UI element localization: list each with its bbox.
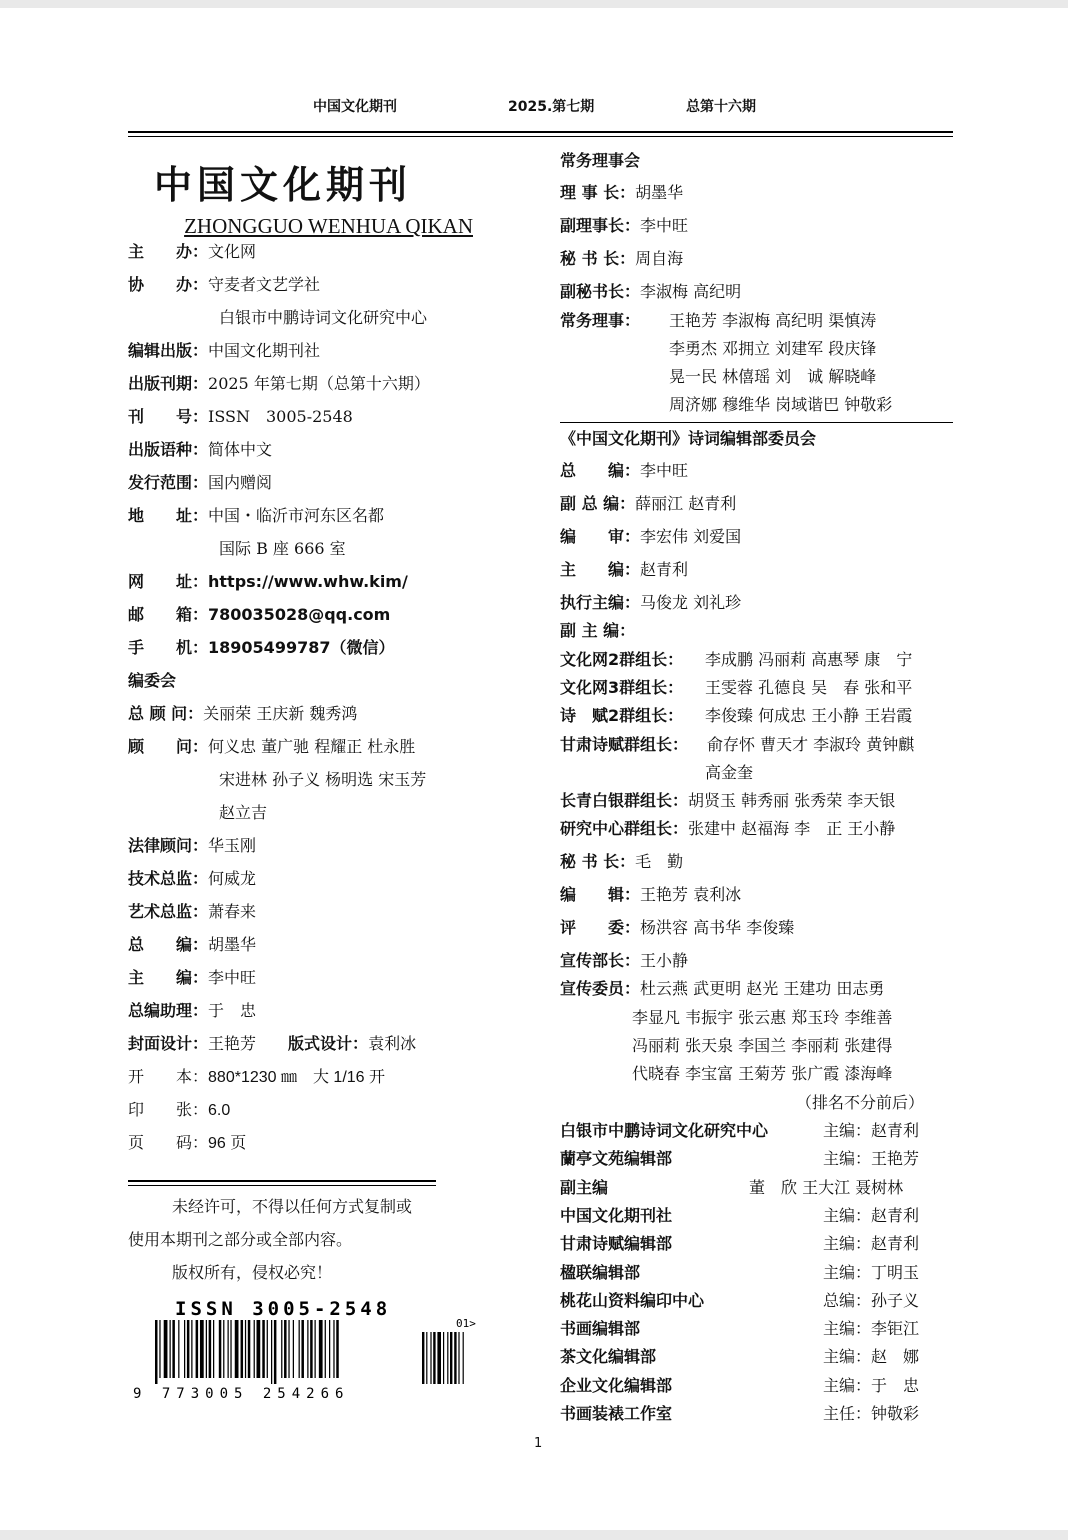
issn-barcode [133, 1298, 493, 1408]
group-leader-2: 文化网3群组长： [560, 678, 684, 697]
board-art: 艺术总监：萧春来 [128, 902, 257, 921]
board-advisor-2: 宋进林 孙子义 杨明选 宋玉芳 [219, 770, 427, 789]
poetry-editors: 编 辑：王艳芳 袁利冰 [560, 885, 742, 904]
poetry-pr-head: 宣传部长：王小静 [560, 951, 689, 970]
barcode-addon-bar [454, 1332, 456, 1384]
barcode-bar [164, 1320, 168, 1378]
council-heading: 常务理事会 [560, 151, 641, 170]
barcode-bars [155, 1320, 464, 1384]
group-leader-1-names: 李成鹏 冯丽莉 高惠琴 康 宁 [705, 650, 913, 669]
poetry-secretary: 秘 书 长：毛 勤 [560, 852, 684, 871]
barcode-bar [254, 1320, 255, 1378]
barcode-bar [319, 1320, 323, 1378]
barcode-addon-bar [426, 1332, 427, 1384]
barcode-bar [155, 1320, 158, 1384]
group-leader-1: 文化网2群组长： [560, 650, 684, 669]
barcode-addon-bar [463, 1332, 464, 1384]
copyright-line-1: 未经许可，不得以任何方式复制或 [172, 1197, 413, 1216]
barcode-digits: 9 773005 254266 [133, 1386, 350, 1402]
department-name: 甘肃诗赋编辑部 [560, 1234, 673, 1254]
barcode-bar [248, 1320, 251, 1378]
department-name: 中国文化期刊社 [560, 1205, 673, 1225]
barcode-bar [200, 1320, 204, 1378]
barcode-bar [329, 1320, 330, 1378]
barcode-bar [159, 1320, 160, 1378]
barcode-bar [301, 1320, 304, 1378]
spec-format: 开 本：880*1230 ㎜ 大 1/16 开 [128, 1067, 386, 1086]
barcode-addon-bar [430, 1332, 431, 1384]
barcode-issn-text: ISSN 3005-2548 [175, 1298, 392, 1320]
poetry-chief: 总 编：李中旺 [560, 461, 689, 480]
barcode-bar [245, 1320, 246, 1378]
group-leader-3: 诗 赋2群组长： [560, 706, 684, 725]
info-lang: 出版语种：简体中文 [128, 440, 273, 459]
barcode-addon-bar [433, 1332, 435, 1384]
barcode-bar [284, 1320, 287, 1378]
council-chair: 理 事 长：胡墨华 [560, 183, 684, 202]
barcode-bar [196, 1320, 199, 1378]
poetry-vice-editor: 副 主 编： [560, 621, 636, 640]
department-role: 主编：赵青利 [823, 1121, 920, 1140]
barcode-bar [333, 1320, 334, 1378]
barcode-bar [219, 1320, 222, 1378]
barcode-bar [184, 1320, 185, 1378]
department-name: 蘭亭文苑编辑部 [560, 1149, 673, 1169]
info-pubdate: 出版刊期：2025 年第七期（总第十六期） [128, 374, 430, 393]
barcode-addon-bar [450, 1332, 452, 1384]
board-chief: 总 编：胡墨华 [128, 935, 257, 954]
barcode-bar [307, 1320, 308, 1378]
barcode-bar [235, 1320, 239, 1378]
council-vice-secretary: 副秘书长：李淑梅 高纪明 [560, 282, 742, 301]
barcode-bar [187, 1320, 190, 1378]
barcode-bar [274, 1320, 277, 1384]
council-members-4: 周济娜 穆维华 岗域谐巴 钟敬彩 [669, 395, 893, 414]
board-chief-advisor: 总 顾 问：关丽荣 王庆新 魏秀鸿 [128, 704, 358, 723]
council-members-3: 晃一民 林僖瑶 刘 诚 解晓峰 [669, 367, 877, 386]
info-issn: 刊 号：ISSN 3005-2548 [128, 407, 353, 426]
barcode-bar [172, 1320, 175, 1378]
board-editor: 主 编：李中旺 [128, 968, 257, 987]
info-co-2: 白银市中鹏诗词文化研究中心 [219, 308, 428, 327]
barcode-bar [299, 1320, 300, 1378]
board-heading: 编委会 [128, 671, 177, 690]
department-role: 主编：赵青利 [823, 1234, 920, 1254]
council-secretary: 秘 书 长：周自海 [560, 249, 684, 268]
barcode-bar [262, 1320, 265, 1378]
department-role: 主编：赵 娜 [823, 1347, 920, 1367]
info-mail[interactable]: 邮 箱：780035028@qq.com [128, 605, 391, 624]
barcode-addon-bar [422, 1332, 424, 1384]
barcode-bar [257, 1320, 261, 1378]
department-role: 董 欣 王大江 聂树林 [749, 1177, 904, 1197]
poetry-exec-editor: 执行主编：马俊龙 刘礼珍 [560, 593, 742, 612]
barcode-bar [213, 1320, 214, 1378]
header-total: 总第十六期 [686, 99, 756, 115]
barcode-bar [336, 1320, 339, 1378]
page-number: 1 [534, 1436, 543, 1451]
barcode-bar [293, 1320, 294, 1378]
poetry-review: 编 审：李宏伟 刘爱国 [560, 527, 742, 546]
info-address-2: 国际 B 座 666 室 [219, 539, 346, 558]
header-rule-top [128, 131, 953, 133]
barcode-addon-bar [447, 1332, 448, 1384]
department-name: 副主编 [560, 1177, 609, 1197]
department-name: 企业文化编辑部 [560, 1375, 673, 1395]
group-leader-4-names: 俞存怀 曹天才 李淑玲 黄钟麒 [707, 735, 915, 754]
group-leader-4: 甘肃诗赋群组长： [560, 735, 689, 754]
barcode-bar [271, 1320, 272, 1384]
barcode-bar [288, 1320, 289, 1378]
poetry-vice-chief: 副 总 编：薛丽江 赵青利 [560, 494, 737, 513]
department-name: 桃花山资料编印中心 [560, 1290, 705, 1310]
barcode-bar [223, 1320, 224, 1378]
copyright-rule-top [128, 1180, 436, 1182]
info-address: 地 址：中国・临沂市河东区名都 [128, 506, 385, 525]
info-scope: 发行范围：国内赠阅 [128, 473, 273, 492]
department-role: 主编：于 忠 [823, 1375, 920, 1395]
info-host: 主 办：文化网 [128, 242, 257, 261]
spec-sheets: 印 张：6.0 [128, 1100, 231, 1119]
department-role: 主编：赵青利 [823, 1205, 920, 1225]
barcode-bar [228, 1320, 229, 1378]
group-leader-3-names: 李俊臻 何成忠 王小静 王岩霞 [705, 706, 913, 725]
council-vice-chair: 副理事长：李中旺 [560, 216, 689, 235]
barcode-bar [178, 1320, 179, 1378]
info-phone: 手 机：18905499787（微信） [128, 638, 395, 657]
barcode-bar [281, 1320, 282, 1378]
board-tech: 技术总监：何威龙 [128, 869, 257, 888]
poetry-pr-members-2: 李显凡 韦振宇 张云惠 郑玉玲 李维善 [632, 1008, 893, 1027]
copyright-line-2: 使用本期刊之部分或全部内容。 [128, 1230, 353, 1249]
group-leader-4-names-2: 高金奎 [705, 763, 754, 782]
copyright-rule-bottom [128, 1185, 436, 1186]
group-leader-5: 长青白银群组长：胡贤玉 韩秀丽 张秀荣 李天银 [560, 791, 896, 810]
council-members: 常务理事： [560, 311, 641, 330]
group-leader-2-names: 王雯蓉 孔德良 吴 春 张和平 [705, 678, 913, 697]
barcode-addon-bar [458, 1332, 459, 1384]
barcode-bar [209, 1320, 212, 1378]
spec-pages: 页 码：96 页 [128, 1133, 247, 1152]
copyright-line-3: 版权所有，侵权必究！ [172, 1263, 333, 1282]
department-name: 白银市中鹏诗词文化研究中心 [560, 1121, 769, 1140]
poetry-pr-note: （排名不分前后） [796, 1093, 925, 1112]
department-role: 主编：李钜江 [823, 1319, 920, 1339]
poetry-board-heading: 《中国文化期刊》诗词编辑部委员会 [560, 429, 817, 448]
info-co: 协 办：守麦者文艺学社 [128, 275, 321, 294]
barcode-bar [191, 1320, 192, 1378]
department-role: 主编：王艳芳 [823, 1149, 920, 1169]
header-rule-bottom [128, 136, 953, 137]
department-name: 书画装裱工作室 [560, 1404, 673, 1423]
info-editpub: 编辑出版：中国文化期刊社 [128, 341, 321, 360]
barcode-bar [230, 1320, 231, 1378]
department-name: 茶文化编辑部 [560, 1347, 657, 1367]
department-name: 书画编辑部 [560, 1319, 641, 1339]
info-web[interactable]: 网 址：https://www.whw.kim/ [128, 572, 408, 591]
barcode-addon-bar [443, 1332, 444, 1384]
board-advisor-3: 赵立吉 [219, 803, 268, 822]
document-page [0, 8, 1068, 1530]
council-members-2: 李勇杰 邓拥立 刘建军 段庆锋 [669, 339, 877, 358]
group-leader-6: 研究中心群组长：张建中 赵福海 李 正 王小静 [560, 819, 896, 838]
poetry-pr-members-4: 代晓春 李宝富 王菊芳 张广霞 漆海峰 [632, 1064, 893, 1083]
masthead-pinyin: ZHONGGUO WENHUA QIKAN [184, 214, 473, 238]
poetry-pr-members-3: 冯丽莉 张天泉 李国兰 李丽莉 张建得 [632, 1036, 893, 1055]
department-role: 主任：钟敬彩 [823, 1404, 920, 1423]
header-journal: 中国文化期刊 [313, 99, 397, 115]
header-issue: 2025.第七期 [508, 99, 595, 115]
board-legal: 法律顾问：华玉刚 [128, 836, 257, 855]
masthead-title: 中国文化期刊 [153, 162, 412, 207]
poetry-editor: 主 编：赵青利 [560, 560, 689, 579]
barcode-bar [310, 1320, 313, 1378]
barcode-bar [170, 1320, 171, 1378]
barcode-bar [206, 1320, 207, 1378]
department-role: 主编：丁明玉 [823, 1262, 920, 1282]
barcode-bar [315, 1320, 316, 1378]
poetry-judges: 评 委：杨洪容 高书华 李俊臻 [560, 918, 795, 937]
poetry-pr-members: 宣传委员：杜云燕 武更明 赵光 王建功 田志勇 [560, 979, 885, 998]
barcode-bar [325, 1320, 326, 1378]
barcode-bar [267, 1320, 268, 1378]
board-cover-design: 封面设计：王艳芳 版式设计：袁利冰 [128, 1034, 417, 1053]
board-assistant: 总编助理：于 忠 [128, 1001, 257, 1020]
department-name: 楹联编辑部 [560, 1262, 641, 1282]
barcode-bar [241, 1320, 244, 1378]
barcode-addon-text: 01> [456, 1317, 476, 1330]
department-role: 总编：孙子义 [823, 1290, 920, 1310]
council-members-1: 王艳芳 李淑梅 高纪明 渠慎涛 [669, 311, 877, 330]
board-advisor: 顾 问：何义忠 董广驰 程耀正 杜永胜 [128, 737, 416, 756]
council-rule [560, 422, 953, 423]
barcode-addon-bar [437, 1332, 441, 1384]
